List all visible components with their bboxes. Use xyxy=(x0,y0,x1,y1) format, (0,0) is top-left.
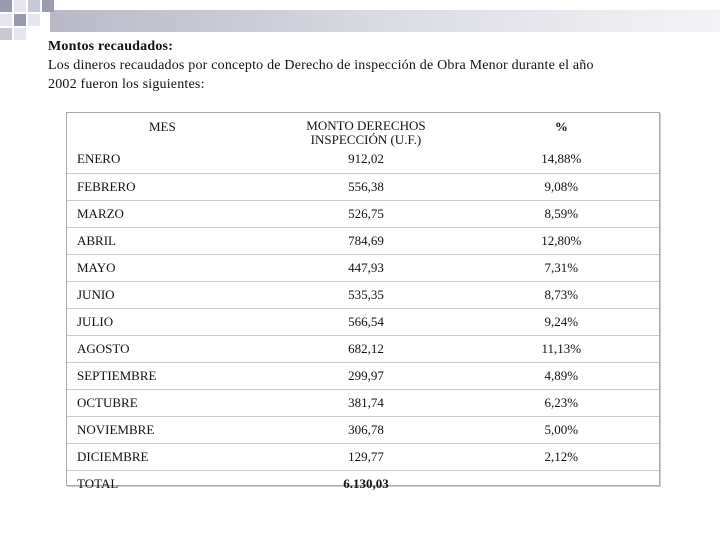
slide-decoration xyxy=(0,0,720,40)
table-row xyxy=(67,417,659,444)
table-cell-mes: ABRIL xyxy=(67,228,268,255)
column-header-monto xyxy=(268,119,463,147)
table-cell-monto: 306,78 xyxy=(268,417,463,444)
table-cell-monto: 381,74 xyxy=(268,390,463,417)
table-cell-mes: ENERO xyxy=(77,151,121,166)
table-cell-mes: MARZO xyxy=(67,201,268,228)
table-row xyxy=(67,309,659,336)
collections-table xyxy=(66,112,660,491)
header-cell-mes xyxy=(67,113,268,174)
deco-square xyxy=(42,0,54,12)
table-row xyxy=(67,282,659,309)
table-cell-monto: 784,69 xyxy=(268,228,463,255)
table-cell-monto: 526,75 xyxy=(268,201,463,228)
header-cell-monto xyxy=(268,113,463,174)
table-cell-mes: SEPTIEMBRE xyxy=(67,363,268,390)
table-row xyxy=(67,255,659,282)
table-cell-pct: 14,88% xyxy=(541,151,582,166)
header-cell-pct xyxy=(464,113,659,174)
table-cell-monto: 129,77 xyxy=(268,444,463,471)
table-cell-monto: 447,93 xyxy=(268,255,463,282)
table-cell-mes: DICIEMBRE xyxy=(67,444,268,471)
table-cell-pct: 7,31% xyxy=(464,255,659,282)
table-cell-mes: MAYO xyxy=(67,255,268,282)
deco-square xyxy=(28,14,40,26)
total-row xyxy=(67,471,659,498)
total-pct-empty xyxy=(464,471,659,498)
table-cell-mes: OCTUBRE xyxy=(67,390,268,417)
column-header-pct: % xyxy=(554,119,568,134)
table-cell-monto: 556,38 xyxy=(268,174,463,201)
deco-square xyxy=(14,28,26,40)
table-cell-pct: 6,23% xyxy=(464,390,659,417)
table-cell-pct: 8,59% xyxy=(464,201,659,228)
table-cell-pct: 5,00% xyxy=(464,417,659,444)
deco-square xyxy=(0,14,12,26)
table-cell-pct: 9,08% xyxy=(464,174,659,201)
table-cell-mes: AGOSTO xyxy=(67,336,268,363)
header-gradient-band xyxy=(50,10,720,32)
table-cell-mes: NOVIEMBRE xyxy=(67,417,268,444)
data-table xyxy=(67,113,659,497)
total-value: 6.130,03 xyxy=(343,476,389,491)
table-cell-monto: 912,02 xyxy=(348,151,384,166)
intro-line-1: Los dineros recaudados por concepto de Derecho de inspección de Obra Menor durante el año xyxy=(48,58,594,73)
deco-square xyxy=(14,14,26,26)
total-label: TOTAL xyxy=(77,476,119,491)
table-cell-pct: 9,24% xyxy=(464,309,659,336)
deco-square xyxy=(0,28,12,40)
table-cell-pct: 2,12% xyxy=(464,444,659,471)
table-cell-mes: JUNIO xyxy=(67,282,268,309)
table-row xyxy=(67,444,659,471)
table-cell-monto: 682,12 xyxy=(268,336,463,363)
header-row xyxy=(67,113,659,174)
table-cell-mes: JULIO xyxy=(67,309,268,336)
table-cell-pct: 12,80% xyxy=(464,228,659,255)
deco-square xyxy=(0,0,12,12)
table-row xyxy=(67,201,659,228)
table-row xyxy=(67,336,659,363)
deco-square xyxy=(14,0,26,12)
table-cell-pct: 11,13% xyxy=(464,336,659,363)
intro-line-2: 2002 fueron los siguientes: xyxy=(48,77,205,92)
table-cell-pct: 8,73% xyxy=(464,282,659,309)
deco-square xyxy=(28,0,40,12)
column-header-monto-line2: INSPECCIÓN (U.F.) xyxy=(310,132,422,147)
table-cell-pct: 4,89% xyxy=(464,363,659,390)
table-row xyxy=(67,390,659,417)
table-cell-monto: 299,97 xyxy=(268,363,463,390)
column-header-mes: MES xyxy=(149,119,176,134)
section-title: Montos recaudados: xyxy=(48,39,174,54)
table-cell-monto: 535,35 xyxy=(268,282,463,309)
intro-text xyxy=(48,37,688,94)
table-cell-mes: FEBRERO xyxy=(67,174,268,201)
column-header-monto-line1: MONTO DERECHOS xyxy=(306,118,426,133)
table-row xyxy=(67,228,659,255)
table-row xyxy=(67,174,659,201)
table-cell-monto: 566,54 xyxy=(268,309,463,336)
table-row xyxy=(67,363,659,390)
